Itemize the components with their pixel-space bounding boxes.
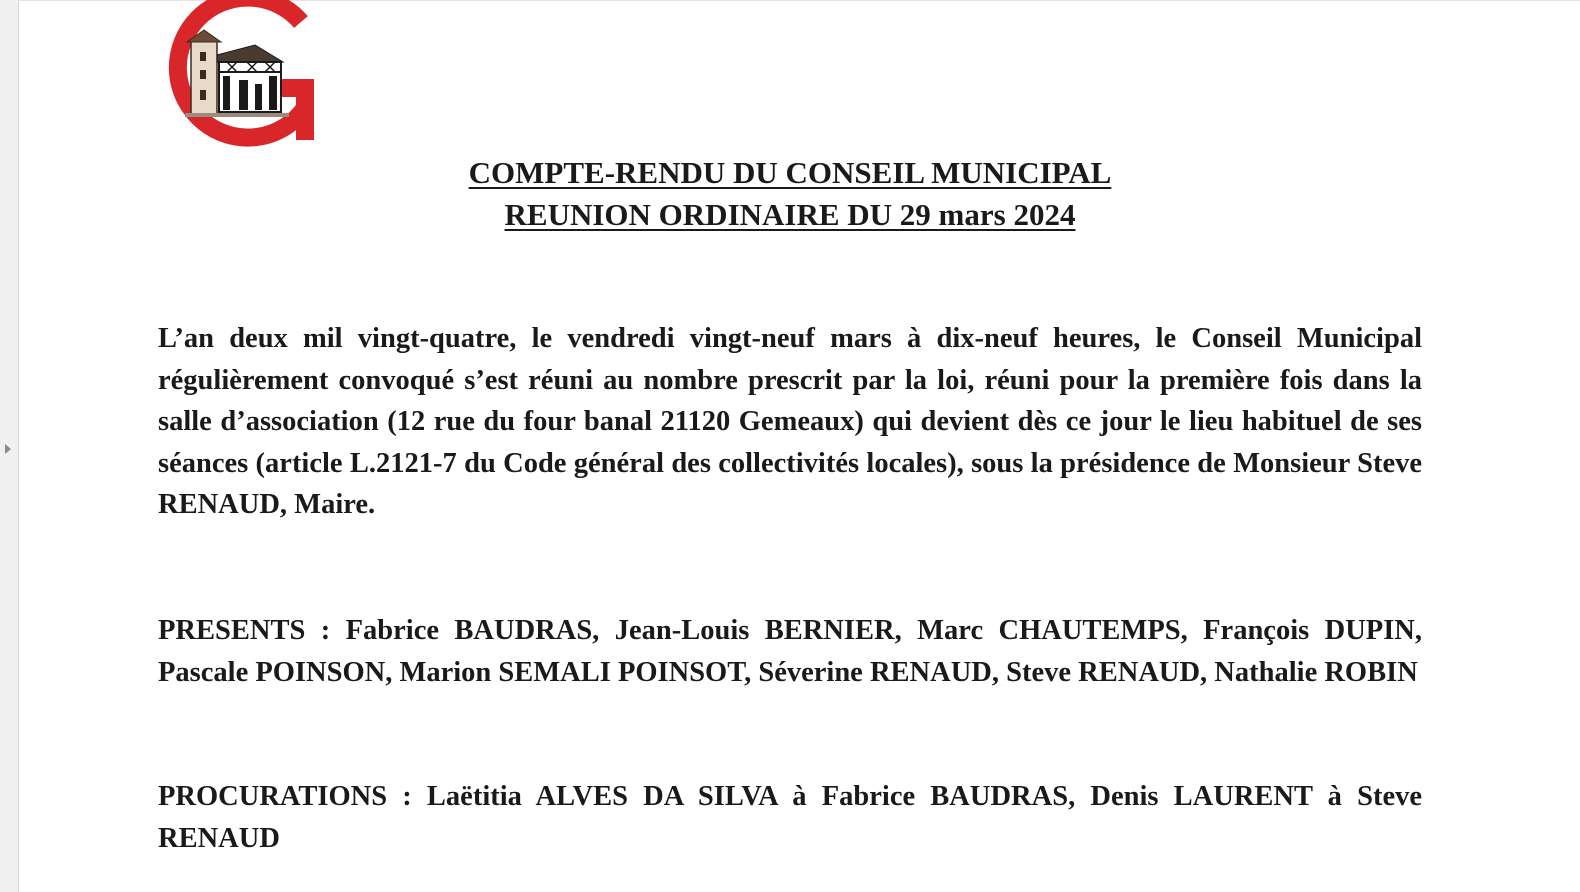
procurations-paragraph: PROCURATIONS : Laëtitia ALVES DA SILVA à Fabrice BAUDRAS, Denis LAURENT à Steve RENAUD <box>158 781 1422 854</box>
title-line-1: COMPTE-RENDU DU CONSEIL MUNICIPAL <box>468 155 1112 190</box>
gemeaux-g-logo <box>155 0 315 156</box>
expand-arrow-icon[interactable] <box>5 444 11 454</box>
title-line-2: REUNION ORDINAIRE DU 29 mars 2024 <box>504 197 1076 232</box>
intro-paragraph: L’an deux mil vingt-quatre, le vendredi vingt-neuf mars à dix-neuf heures, le Conseil Municipal régulièrement convoqué s’est réuni au nombre prescrit par la loi, réuni pour la première fois dans la salle d’association (12 rue du four banal 21120 Gemeaux) qui devient dès ce jour le lieu habituel de ses séances (article L.2121-7 du Code général des collectivités locales), sous la présidence de Monsieur Steve RENAUD, Maire. <box>158 323 1422 521</box>
left-gutter <box>0 0 19 892</box>
presents-paragraph: PRESENTS : Fabrice BAUDRAS, Jean-Louis BERNIER, Marc CHAUTEMPS, François DUPIN, Pascale POINSON, Marion SEMALI POINSOT, Séverine RENAUD, Steve RENAUD, Nathalie ROBIN <box>158 615 1422 688</box>
document-title <box>158 152 1422 236</box>
